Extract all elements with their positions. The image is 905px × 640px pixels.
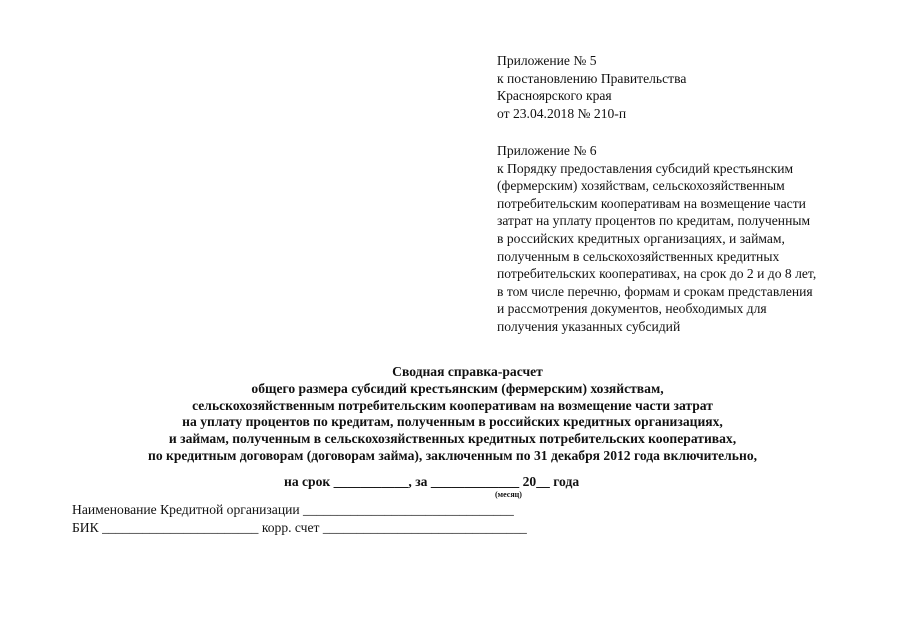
credit-org-name-field: Наименование Кредитной организации _______________________________ <box>72 502 514 517</box>
title-line: и займам, полученным в сельскохозяйственных кредитных потребительских кооперативах, <box>168 431 737 447</box>
title-line: сельскохозяйственным потребительским кооперативам на возмещение части затрат <box>192 397 713 413</box>
appendix-6-line: Приложение № 6 <box>497 143 597 158</box>
appendix-6-line: (фермерским) хозяйствам, сельскохозяйственным <box>497 178 785 194</box>
appendix-6-line: потребительских кооперативах, на срок до 2 и до 8 лет, <box>497 266 817 282</box>
document-title <box>0 364 905 465</box>
month-caption: (месяц) <box>495 490 522 499</box>
appendix-6-line: в том числе перечню, формам и срокам представления <box>497 283 813 299</box>
appendix-5-header <box>497 52 887 122</box>
title-line: на уплату процентов по кредитам, полученным в российских кредитных организациях, <box>182 414 723 430</box>
term-period-line: на срок ___________, за _____________ 20__ года <box>284 474 580 489</box>
bik-corr-account-field: БИК _______________________ корр. счет ______________________________ <box>72 520 527 535</box>
title-line: Сводная справка-расчет <box>392 364 543 379</box>
appendix-6-line: и рассмотрения документов, необходимых для <box>497 301 767 317</box>
appendix-6-line: в российских кредитных организациях, и займам, <box>497 230 785 246</box>
appendix-6-line: полученным в сельскохозяйственных кредитных <box>497 248 780 264</box>
appendix-5-line: к постановлению Правительства <box>497 70 687 86</box>
appendix-5-line: Приложение № 5 <box>497 53 597 68</box>
appendix-6-line: к Порядку предоставления субсидий крестьянским <box>497 160 794 176</box>
appendix-6-line: затрат на уплату процентов по кредитам, полученным <box>497 213 811 229</box>
title-line: общего размера субсидий крестьянским (фермерским) хозяйствам, <box>251 380 664 396</box>
appendix-6-header <box>497 142 887 336</box>
appendix-5-line: Красноярского края <box>497 88 612 104</box>
appendix-6-line: получения указанных субсидий <box>497 318 681 334</box>
appendix-5-line: от 23.04.2018 № 210-п <box>497 105 627 121</box>
title-line: по кредитным договорам (договорам займа), заключенным по 31 декабря 2012 года включительно, <box>147 447 758 463</box>
appendix-6-line: потребительским кооперативам на возмещение части <box>497 195 806 211</box>
